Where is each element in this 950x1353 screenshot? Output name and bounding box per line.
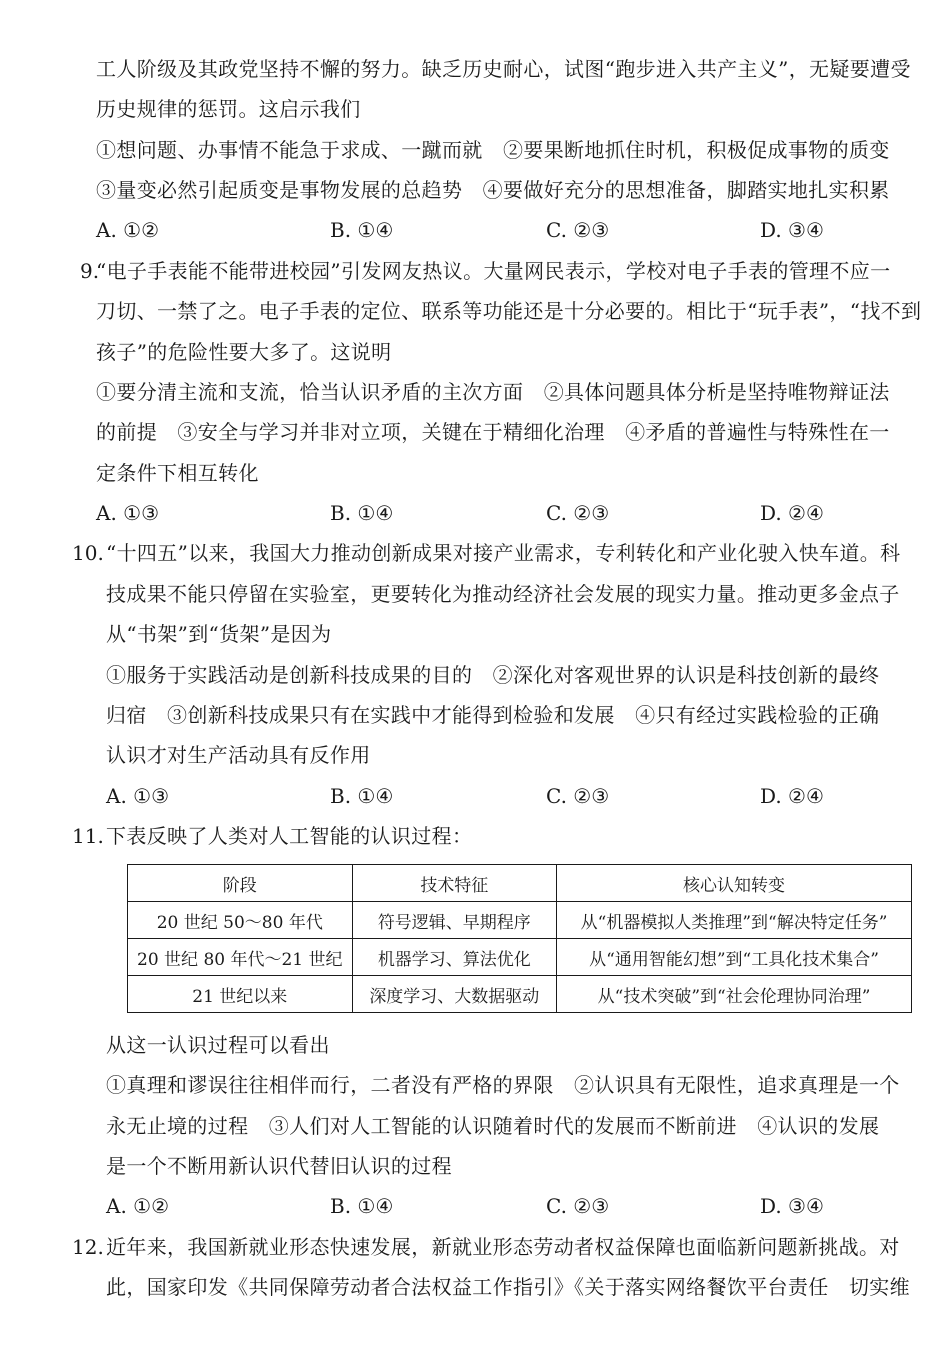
q8-option-d: D. ③④	[760, 218, 824, 242]
table-cell: 20 世纪 80 年代～21 世纪	[128, 939, 353, 976]
table-cell: 符号逻辑、早期程序	[352, 902, 557, 939]
q9-number: 9.	[80, 259, 100, 283]
q8-line: 工人阶级及其政党坚持不懈的努力。缺乏历史耐心，试图“跑步进入共产主义”，无疑要遭受	[96, 57, 911, 81]
q12-line: 近年来，我国新就业形态快速发展，新就业形态劳动者权益保障也面临新问题新挑战。对	[106, 1235, 900, 1259]
q8-option-b: B. ①④	[330, 218, 394, 242]
ai-cognition-table	[127, 864, 912, 1013]
q11-line: 从这一认识过程可以看出	[106, 1033, 330, 1057]
q9-option-d: D. ②④	[760, 501, 824, 525]
q11-line: 是一个不断用新认识代替旧认识的过程	[106, 1154, 452, 1178]
q11-number: 11.	[72, 824, 104, 848]
q8-option-c: C. ②③	[546, 218, 610, 242]
table-cell: 21 世纪以来	[128, 976, 353, 1013]
table-cell: 机器学习、算法优化	[352, 939, 557, 976]
q9-line: 定条件下相互转化	[96, 461, 259, 485]
table-row	[128, 939, 912, 976]
q10-option-b: B. ①④	[330, 784, 394, 808]
q11-line: ①真理和谬误往往相伴而行，二者没有严格的界限 ②认识具有无限性，追求真理是一个	[106, 1073, 900, 1097]
q12-line: 此，国家印发《共同保障劳动者合法权益工作指引》《关于落实网络餐饮平台责任 切实维	[106, 1275, 910, 1299]
q10-option-a: A. ①③	[106, 784, 170, 808]
table-cell: 深度学习、大数据驱动	[352, 976, 557, 1013]
q10-line: ①服务于实践活动是创新科技成果的目的 ②深化对客观世界的认识是科技创新的最终	[106, 663, 880, 687]
q10-line: “十四五”以来，我国大力推动创新成果对接产业需求，专利转化和产业化驶入快车道。科	[106, 541, 901, 565]
q11-option-c: C. ②③	[546, 1194, 610, 1218]
q9-option-b: B. ①④	[330, 501, 394, 525]
q11-option-a: A. ①②	[106, 1194, 170, 1218]
q11-option-b: B. ①④	[330, 1194, 394, 1218]
table-cell: 20 世纪 50～80 年代	[128, 902, 353, 939]
q11-stem: 下表反映了人类对人工智能的认识过程：	[106, 824, 473, 848]
q9-line: 刀切、一禁了之。电子手表的定位、联系等功能还是十分必要的。相比于“玩手表”，“找不到	[96, 299, 922, 323]
q8-line: ①想问题、办事情不能急于求成、一蹴而就 ②要果断地抓住时机，积极促成事物的质变	[96, 138, 890, 162]
q8-line: 历史规律的惩罚。这启示我们	[96, 97, 361, 121]
q9-line: “电子手表能不能带进校园”引发网友热议。大量网民表示，学校对电子手表的管理不应一	[96, 259, 891, 283]
q9-line: 孩子”的危险性要大多了。这说明	[96, 340, 392, 364]
table-header-cell: 阶段	[128, 865, 353, 902]
q9-line: ①要分清主流和支流，恰当认识矛盾的主次方面 ②具体问题具体分析是坚持唯物辩证法	[96, 380, 890, 404]
q10-number: 10.	[72, 541, 104, 565]
table-cell: 从“通用智能幻想”到“工具化技术集合”	[557, 939, 912, 976]
q11-line: 永无止境的过程 ③人们对人工智能的认识随着时代的发展而不断前进 ④认识的发展	[106, 1114, 880, 1138]
q10-line: 归宿 ③创新科技成果只有在实践中才能得到检验和发展 ④只有经过实践检验的正确	[106, 703, 880, 727]
table-row	[128, 902, 912, 939]
q9-option-c: C. ②③	[546, 501, 610, 525]
table-header-cell: 核心认知转变	[557, 865, 912, 902]
table-cell: 从“机器模拟人类推理”到“解决特定任务”	[557, 902, 912, 939]
q8-option-a: A. ①②	[96, 218, 160, 242]
table-header-row	[128, 865, 912, 902]
q10-line: 认识才对生产活动具有反作用	[106, 743, 371, 767]
q9-option-a: A. ①③	[96, 501, 160, 525]
q10-option-c: C. ②③	[546, 784, 610, 808]
q10-line: 技成果不能只停留在实验室，更要转化为推动经济社会发展的现实力量。推动更多金点子	[106, 582, 900, 606]
q10-option-d: D. ②④	[760, 784, 824, 808]
table-row	[128, 976, 912, 1013]
table-header-cell: 技术特征	[352, 865, 557, 902]
q10-line: 从“书架”到“货架”是因为	[106, 622, 332, 646]
q12-number: 12.	[72, 1235, 104, 1259]
q9-line: 的前提 ③安全与学习并非对立项，关键在于精细化治理 ④矛盾的普遍性与特殊性在一	[96, 420, 890, 444]
q11-option-d: D. ③④	[760, 1194, 824, 1218]
q8-line: ③量变必然引起质变是事物发展的总趋势 ④要做好充分的思想准备，脚踏实地扎实积累	[96, 178, 890, 202]
table-cell: 从“技术突破”到“社会伦理协同治理”	[557, 976, 912, 1013]
